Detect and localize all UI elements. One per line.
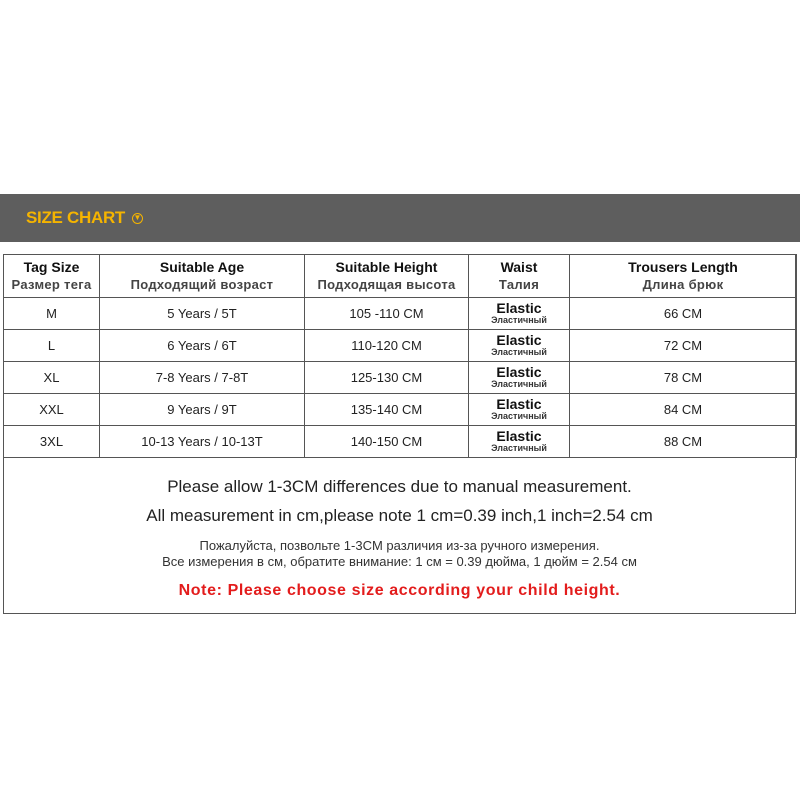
cell-waist: Elastic Эластичный [469, 298, 570, 330]
cell-age: 7-8 Years / 7-8T [100, 362, 305, 394]
cell-height: 140-150 CM [305, 426, 469, 458]
cell-size: 3XL [4, 426, 100, 458]
table-row [4, 426, 797, 458]
banner-title: SIZE CHART [26, 208, 126, 227]
cell-size: L [4, 330, 100, 362]
cell-age: 9 Years / 9T [100, 394, 305, 426]
header-suitable-age: Suitable Age Подходящий возраст [100, 255, 305, 298]
cell-size: XL [4, 362, 100, 394]
table-row [4, 298, 797, 330]
header-tag-size: Tag Size Размер тега [4, 255, 100, 298]
table-row [4, 330, 797, 362]
cell-length: 66 CM [570, 298, 797, 330]
cell-waist: Elastic Эластичный [469, 426, 570, 458]
cell-height: 105 -110 CM [305, 298, 469, 330]
cell-height: 135-140 CM [305, 394, 469, 426]
note-choose-size-warning: Note: Please choose size according your child height. [178, 582, 621, 599]
header-suitable-height: Suitable Height Подходящая высота [305, 255, 469, 298]
note-unit-conversion: All measurement in cm,please note 1 cm=0.39 inch,1 inch=2.54 cm [146, 506, 653, 525]
cell-age: 6 Years / 6T [100, 330, 305, 362]
size-chart-banner [0, 194, 800, 242]
table-row [4, 362, 797, 394]
cell-waist: Elastic Эластичный [469, 330, 570, 362]
cell-size: XXL [4, 394, 100, 426]
cell-waist: Elastic Эластичный [469, 394, 570, 426]
header-trousers-length: Trousers Length Длина брюк [570, 255, 797, 298]
note-measurement-difference: Please allow 1-3CM differences due to manual measurement. [167, 477, 632, 496]
cell-length: 88 CM [570, 426, 797, 458]
size-table [3, 254, 797, 458]
cell-height: 110-120 CM [305, 330, 469, 362]
note-measurement-difference-ru: Пожалуйста, позвольте 1-3CM различия из-за ручного измерения. [199, 538, 600, 553]
cell-age: 10-13 Years / 10-13T [100, 426, 305, 458]
cell-age: 5 Years / 5T [100, 298, 305, 330]
header-waist: Waist Талия [469, 255, 570, 298]
table-row [4, 394, 797, 426]
cell-height: 125-130 CM [305, 362, 469, 394]
cell-size: M [4, 298, 100, 330]
notes-section [3, 455, 796, 614]
note-unit-conversion-ru: Все измерения в см, обратите внимание: 1 см = 0.39 дюйма, 1 дюйм = 2.54 см [162, 554, 637, 569]
cell-waist: Elastic Эластичный [469, 362, 570, 394]
table-header-row [4, 255, 797, 298]
chevron-down-circle-icon: ▼ [133, 213, 142, 222]
cell-length: 72 CM [570, 330, 797, 362]
cell-length: 78 CM [570, 362, 797, 394]
cell-length: 84 CM [570, 394, 797, 426]
